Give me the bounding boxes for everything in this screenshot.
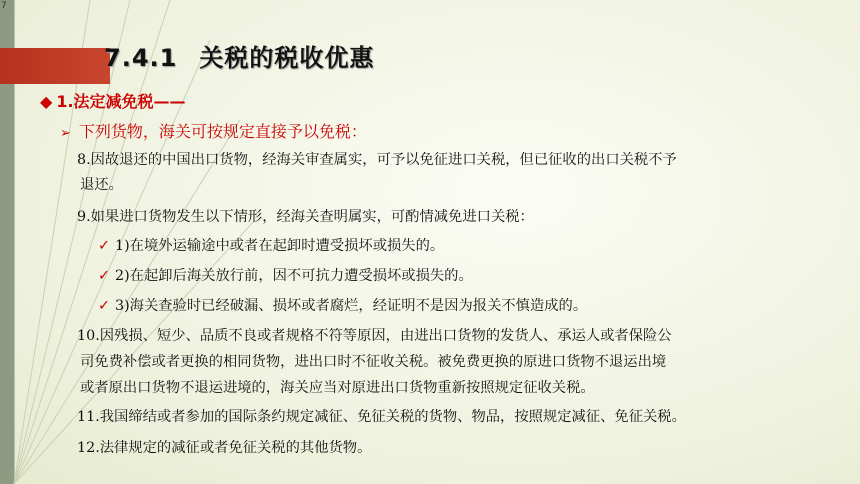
subsection-label: 下列货物，海关可按规定直接予以免税： xyxy=(78,122,367,141)
list-item-9-2 xyxy=(98,265,473,285)
list-item-9: 9.如果进口货物发生以下情形，经海关查明属实，可酌情减免进口关税： xyxy=(77,209,534,225)
checkmark-icon: ✓ xyxy=(98,268,110,284)
subsection-heading xyxy=(60,119,367,142)
list-item-10-line1: 10.因残损、短少、品质不良或者规格不符等原因，由进出口货物的发货人、承运人或者保险公 xyxy=(77,328,672,344)
list-item-9-3 xyxy=(98,295,587,315)
list-item-11: 11.我国缔结或者参加的国际条约规定减征、免征关税的货物、物品，按照规定减征、免征关税。 xyxy=(77,409,686,425)
page-title xyxy=(104,38,374,73)
title-text: 关税的税收优惠 xyxy=(199,44,375,72)
title-number: 7.4.1 xyxy=(104,44,178,72)
page-number: 7 xyxy=(1,1,7,11)
list-item-12: 12.法律规定的减征或者免征关税的其他货物。 xyxy=(77,440,372,456)
arrow-icon: ➢ xyxy=(60,126,71,141)
checkmark-icon: ✓ xyxy=(98,298,110,314)
list-item-10-line2: 司免费补偿或者更换的相同货物，进出口时不征收关税。被免费更换的原进口货物不退运出境 xyxy=(80,354,667,370)
list-item-9-1 xyxy=(98,235,444,255)
list-item-9-2-text: 2)在起卸后海关放行前，因不可抗力遭受损坏或损失的。 xyxy=(114,268,473,284)
list-item-8-line1: 8.因故退还的中国出口货物，经海关审查属实，可予以免征进口关税，但已征收的出口关税不予 xyxy=(77,152,677,168)
section-label: 1.法定减免税—— xyxy=(56,92,186,111)
list-item-8-line2: 退还。 xyxy=(80,177,123,193)
diamond-icon: ◆ xyxy=(40,92,53,111)
list-item-10-line3: 或者原出口货物不退运进境的，海关应当对原进出口货物重新按照规定征收关税。 xyxy=(80,380,595,396)
list-item-9-1-text: 1)在境外运输途中或者在起卸时遭受损坏或损失的。 xyxy=(114,238,445,254)
title-banner xyxy=(0,48,110,84)
section-heading xyxy=(40,89,186,112)
list-item-9-3-text: 3)海关查验时已经破漏、损坏或者腐烂，经证明不是因为报关不慎造成的。 xyxy=(114,298,588,314)
checkmark-icon: ✓ xyxy=(98,238,110,254)
